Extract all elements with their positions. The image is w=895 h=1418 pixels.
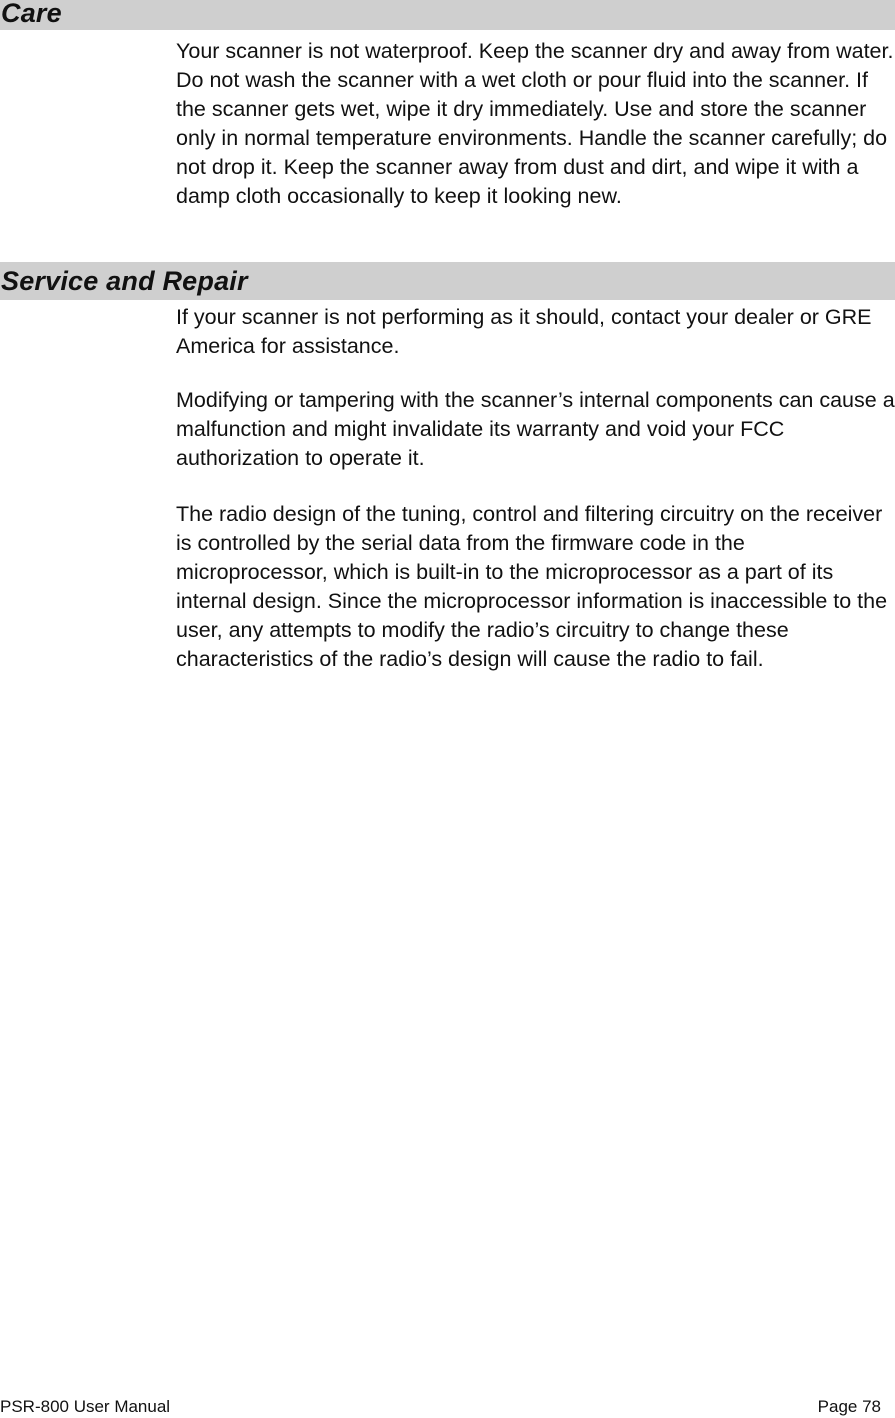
footer-manual-title: PSR-800 User Manual	[0, 1397, 171, 1416]
section-header-care	[0, 0, 895, 30]
service-paragraph-radio-design: The radio design of the tuning, control and filtering circuitry on the receiver is controlled by the serial data from the firmware code in the microprocessor, which is built-in to the microprocessor as a part of its internal design. Since the microprocessor information is inaccessible to the user, any attempts to modify the radio’s circuitry to change these characteristics of the radio’s design will cause the radio to fail.	[176, 502, 888, 671]
service-paragraph-contact: If your scanner is not performing as it should, contact your dealer or GRE America for assistance.	[176, 305, 872, 358]
footer-page-number: Page 78	[817, 1397, 881, 1416]
section-header-service-and-repair	[0, 262, 895, 300]
section-title-care: Care	[1, 0, 62, 28]
care-paragraph: Your scanner is not waterproof. Keep the scanner dry and away from water. Do not wash the scanner with a wet cloth or pour fluid into the scanner. If the scanner gets wet, wipe it dry immediately. Use and store the scanner only in normal temperature environments. Handle the scanner carefully; do not drop it. Keep the scanner away from dust and dirt, and wipe it with a damp cloth occasionally to keep it looking new.	[176, 39, 894, 208]
section-title-service-and-repair: Service and Repair	[1, 266, 248, 296]
service-paragraph-tampering: Modifying or tampering with the scanner’s internal components can cause a malfunction and might invalidate its warranty and void your FCC authorization to operate it.	[176, 388, 895, 470]
